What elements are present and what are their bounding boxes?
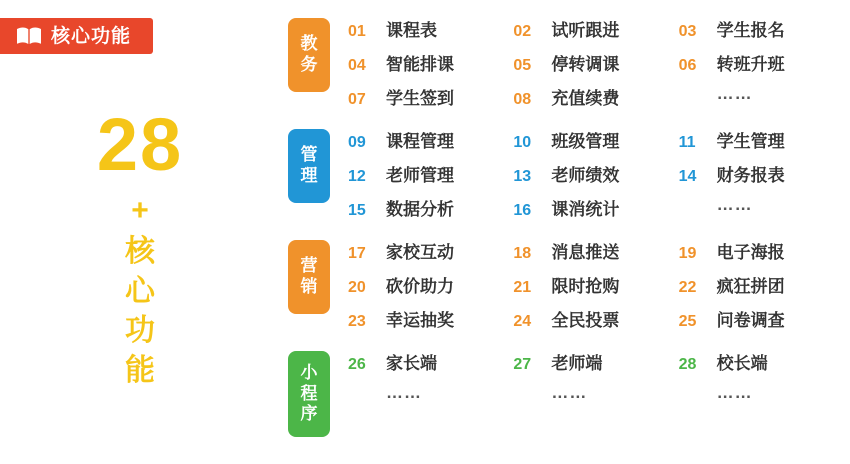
vertical-char: 心 [125, 274, 155, 308]
feature-item[interactable] [348, 272, 513, 297]
feature-item[interactable] [513, 349, 678, 374]
left-summary-column [0, 0, 280, 464]
feature-number: 02 [513, 23, 532, 40]
feature-label: 课程管理 [386, 132, 454, 151]
feature-label: …… [551, 383, 588, 402]
feature-group [288, 16, 844, 109]
feature-item-more [679, 383, 844, 403]
feature-item-more [679, 195, 844, 220]
feature-item[interactable] [513, 238, 678, 263]
feature-label: 试听跟进 [551, 21, 620, 40]
group-tag-char: 营 [300, 256, 318, 276]
feature-number: 06 [678, 57, 697, 74]
group-tag-guanli [288, 129, 330, 203]
feature-label: …… [716, 84, 753, 103]
feature-item[interactable] [513, 161, 678, 186]
feature-number: 22 [678, 279, 697, 296]
feature-label: 班级管理 [551, 132, 620, 151]
vertical-char: 能 [125, 353, 155, 387]
feature-item-more [348, 383, 513, 403]
feature-item[interactable] [679, 127, 844, 152]
feature-number: 10 [513, 134, 532, 151]
feature-item[interactable] [679, 349, 844, 374]
feature-item[interactable] [513, 272, 678, 297]
feature-number: 25 [678, 313, 697, 330]
group-tag-char: 小 [300, 362, 318, 382]
feature-label: 老师端 [551, 354, 603, 373]
feature-item[interactable] [679, 16, 844, 41]
feature-number: 11 [678, 134, 696, 151]
feature-label: 学生管理 [716, 132, 785, 151]
feature-item[interactable] [679, 50, 844, 75]
feature-label: 课消统计 [551, 200, 620, 219]
feature-number: 09 [348, 134, 366, 151]
feature-item[interactable] [679, 238, 844, 263]
feature-item[interactable] [348, 195, 513, 220]
feature-item[interactable] [513, 195, 678, 220]
ribbon-title: 核心功能 [51, 25, 132, 47]
feature-item[interactable] [348, 127, 513, 152]
group-tag-char: 理 [300, 166, 318, 185]
feature-label: 老师管理 [386, 166, 454, 185]
core-features-ribbon [0, 18, 153, 54]
group-tag-jiaowu [288, 18, 330, 92]
feature-number: 17 [348, 245, 366, 262]
feature-item[interactable] [679, 306, 844, 331]
feature-number: 24 [513, 313, 532, 330]
feature-number: 26 [348, 356, 366, 373]
group-items [348, 238, 844, 331]
group-tag-xiaochengxu [288, 351, 330, 437]
group-items [348, 16, 844, 109]
feature-item[interactable] [513, 127, 678, 152]
feature-label: 停转调课 [551, 55, 620, 74]
feature-number: 01 [348, 23, 366, 40]
feature-item[interactable] [348, 84, 513, 109]
feature-item[interactable] [348, 349, 513, 374]
feature-label: 充值续费 [551, 89, 620, 108]
group-items [348, 349, 844, 403]
group-tag-char: 序 [300, 404, 318, 424]
feature-item[interactable] [513, 84, 678, 109]
feature-label: 电子海报 [716, 243, 785, 262]
feature-number: 05 [513, 57, 532, 74]
feature-label: 校长端 [716, 354, 768, 373]
feature-item-more [513, 383, 678, 403]
feature-number: 12 [348, 168, 366, 185]
vertical-char: 核 [125, 235, 155, 268]
feature-label: 消息推送 [551, 243, 620, 262]
feature-label: 全民投票 [551, 311, 620, 330]
group-items [348, 127, 844, 220]
group-tag-char: 教 [300, 34, 318, 54]
feature-number: 04 [348, 57, 366, 74]
feature-number: 07 [348, 91, 366, 108]
feature-label: 限时抢购 [551, 277, 620, 296]
feature-item[interactable] [348, 50, 513, 75]
feature-item[interactable] [348, 16, 513, 41]
feature-item[interactable] [348, 306, 513, 331]
feature-label: …… [386, 383, 422, 402]
feature-group [288, 238, 844, 331]
feature-number: 16 [513, 202, 532, 219]
feature-group [288, 349, 844, 437]
feature-number: 03 [678, 23, 697, 40]
vertical-char: 功 [125, 314, 155, 348]
feature-number: 27 [513, 356, 532, 373]
group-tag-yingxiao [288, 240, 330, 314]
feature-label: …… [716, 195, 753, 214]
feature-label: 疯狂拼团 [716, 277, 785, 296]
feature-number: 23 [348, 313, 366, 330]
feature-label: 财务报表 [716, 166, 785, 185]
plus-sign: + [131, 194, 149, 227]
feature-number: 13 [513, 168, 532, 185]
feature-item[interactable] [513, 306, 678, 331]
feature-label: 问卷调查 [716, 311, 785, 330]
feature-label: 家校互动 [386, 243, 454, 262]
feature-number: 21 [513, 279, 532, 296]
feature-label: 学生报名 [716, 21, 785, 40]
feature-label: …… [716, 383, 753, 402]
feature-item[interactable] [679, 161, 844, 186]
feature-count-number: 28 [96, 103, 184, 186]
feature-number: 19 [678, 245, 697, 262]
feature-label: 幸运抽奖 [386, 311, 454, 330]
feature-label: 学生签到 [386, 89, 454, 108]
feature-item[interactable] [513, 50, 678, 75]
feature-label: 老师绩效 [551, 166, 620, 185]
group-tag-char: 销 [300, 277, 318, 296]
feature-number: 18 [513, 245, 532, 262]
feature-label: 家长端 [386, 354, 437, 373]
feature-number: 20 [348, 279, 366, 296]
feature-group [288, 127, 844, 220]
feature-item[interactable] [348, 161, 513, 186]
group-tag-char: 管 [300, 145, 318, 165]
feature-item[interactable] [679, 272, 844, 297]
feature-groups [288, 16, 844, 455]
group-tag-char: 程 [300, 383, 318, 403]
feature-label: 数据分析 [386, 200, 454, 219]
feature-number: 08 [513, 91, 532, 108]
book-icon [16, 26, 42, 46]
feature-item[interactable] [348, 238, 513, 263]
feature-number: 15 [348, 202, 366, 219]
feature-item[interactable] [513, 16, 678, 41]
feature-item-more [679, 84, 844, 109]
feature-label: 智能排课 [386, 55, 454, 74]
feature-number: 14 [678, 168, 697, 185]
feature-label: 课程表 [386, 21, 437, 40]
feature-label: 砍价助力 [386, 277, 454, 296]
feature-number: 28 [678, 356, 697, 373]
vertical-core-features-label [0, 232, 280, 390]
group-tag-char: 务 [300, 55, 318, 74]
feature-label: 转班升班 [716, 55, 785, 74]
